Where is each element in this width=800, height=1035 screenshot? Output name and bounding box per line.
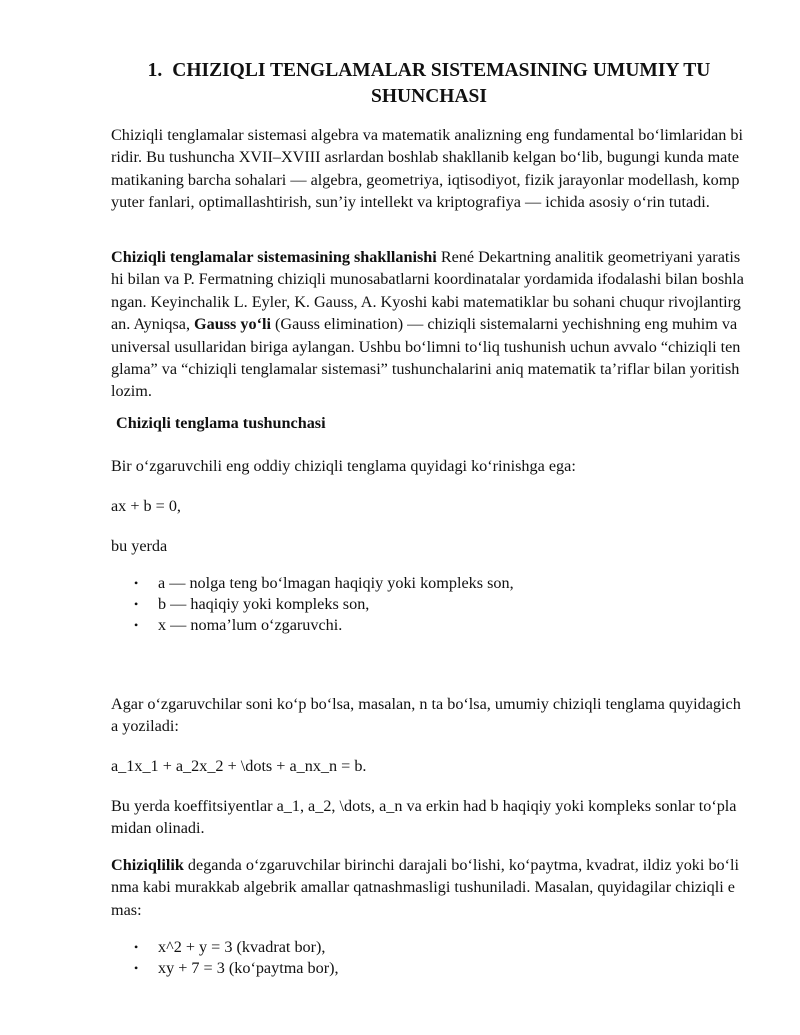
- nonlinear-examples-list: [111, 937, 339, 979]
- coefficient-note: Bu yerda koeffitsiyentlar a_1, a_2, \dots, a_n va erkin had b haqiqiy yoki kompleks sonlar to‘plamidan olinadi.: [111, 797, 737, 838]
- history-paragraph: [111, 246, 747, 403]
- single-variable-intro: Bir o‘zgaruvchili eng oddiy chiziqli tenglama quyidagi ko‘rinishga ega:: [111, 457, 576, 475]
- section-title-line2: SHUNCHASI: [371, 86, 487, 107]
- section-title: [111, 58, 747, 110]
- list-item: • a — nolga teng bo‘lmagan haqiqiy yoki kompleks son,: [134, 574, 514, 592]
- gauss-method-term: Gauss yo‘li: [194, 315, 271, 334]
- where-label: bu yerda: [111, 537, 168, 555]
- list-item: • xy + 7 = 3 (ko‘paytma bor),: [134, 958, 339, 977]
- history-text-2: (Gauss elimination) — chiziqli sistemalarni yechishning eng muhim va universal usullaridan biriga aylangan. Ushbu bo‘limni to‘liq tushunish uchun avvalo “chiziqli tenglama” va “chiziqli tenglamalar sistemasi” tushunchalarini aniq matematik ta’riflar bilan yoritish lozim.: [111, 315, 741, 401]
- list-item: • x — noma’lum o‘zgaruvchi.: [134, 615, 343, 634]
- section-title-line1: CHIZIQLI TENGLAMALAR SISTEMASINING UMUMIY TU: [172, 60, 711, 81]
- subheading: Chiziqli tenglama tushunchasi: [116, 414, 326, 432]
- intro-paragraph: Chiziqli tenglamalar sistemasi algebra va matematik analizning eng fundamental bo‘limlaridan biridir. Bu tushuncha XVII–XVIII asrlardan boshlab shakllanib kelgan bo‘lib, bugungi kunda matematikaning barcha sohalari — algebra, geometriya, iqtisodiyot, fizik jarayonlar modellash, kompyuter fanlari, optimallashtirish, sun’iy intellekt va kriptografiya — ichida asosiy o‘rin tutadi.: [111, 126, 744, 212]
- history-text-1: René Dekartning analitik geometriyani yaratishi bilan va P. Fermatning chiziqli munosabatlarni koordinatalar yordamida ifodalashi bilan boshlangan. Keyinchalik L. Eyler, K. Gauss, A. Kyoshi kabi matematiklar bu sohani chuqur rivojlantirgan. Ayniqsa,: [111, 248, 744, 334]
- bullet-icon: •: [134, 940, 139, 954]
- list-item: • b — haqiqiy yoki kompleks son,: [134, 594, 370, 613]
- linearity-paragraph: [111, 854, 747, 921]
- bullet-icon: •: [134, 596, 139, 611]
- bullet-icon: •: [134, 960, 139, 975]
- bullet-icon: •: [134, 617, 139, 632]
- linearity-term: Chiziqlilik: [111, 856, 184, 874]
- multi-variable-equation: a_1x_1 + a_2x_2 + \dots + a_nx_n = b.: [111, 757, 367, 775]
- bullet-icon: •: [134, 576, 139, 590]
- where-list: [111, 573, 514, 635]
- linearity-text: deganda o‘zgaruvchilar birinchi darajali bo‘lishi, ko‘paytma, kvadrat, ildiz yoki bo‘linma kabi murakkab algebrik amallar qatnashmasligi tushuniladi. Masalan, quyidagilar chiziqli emas:: [111, 856, 740, 919]
- list-item: • x^2 + y = 3 (kvadrat bor),: [134, 938, 326, 956]
- history-bold-start: Chiziqli tenglamalar sistemasining shakllanishi: [111, 248, 437, 266]
- section-number: 1.: [147, 60, 163, 81]
- multi-variable-intro: Agar o‘zgaruvchilar soni ko‘p bo‘lsa, masalan, n ta bo‘lsa, umumiy chiziqli tenglama quyidagicha yoziladi:: [111, 695, 741, 736]
- single-variable-equation: ax + b = 0,: [111, 497, 181, 515]
